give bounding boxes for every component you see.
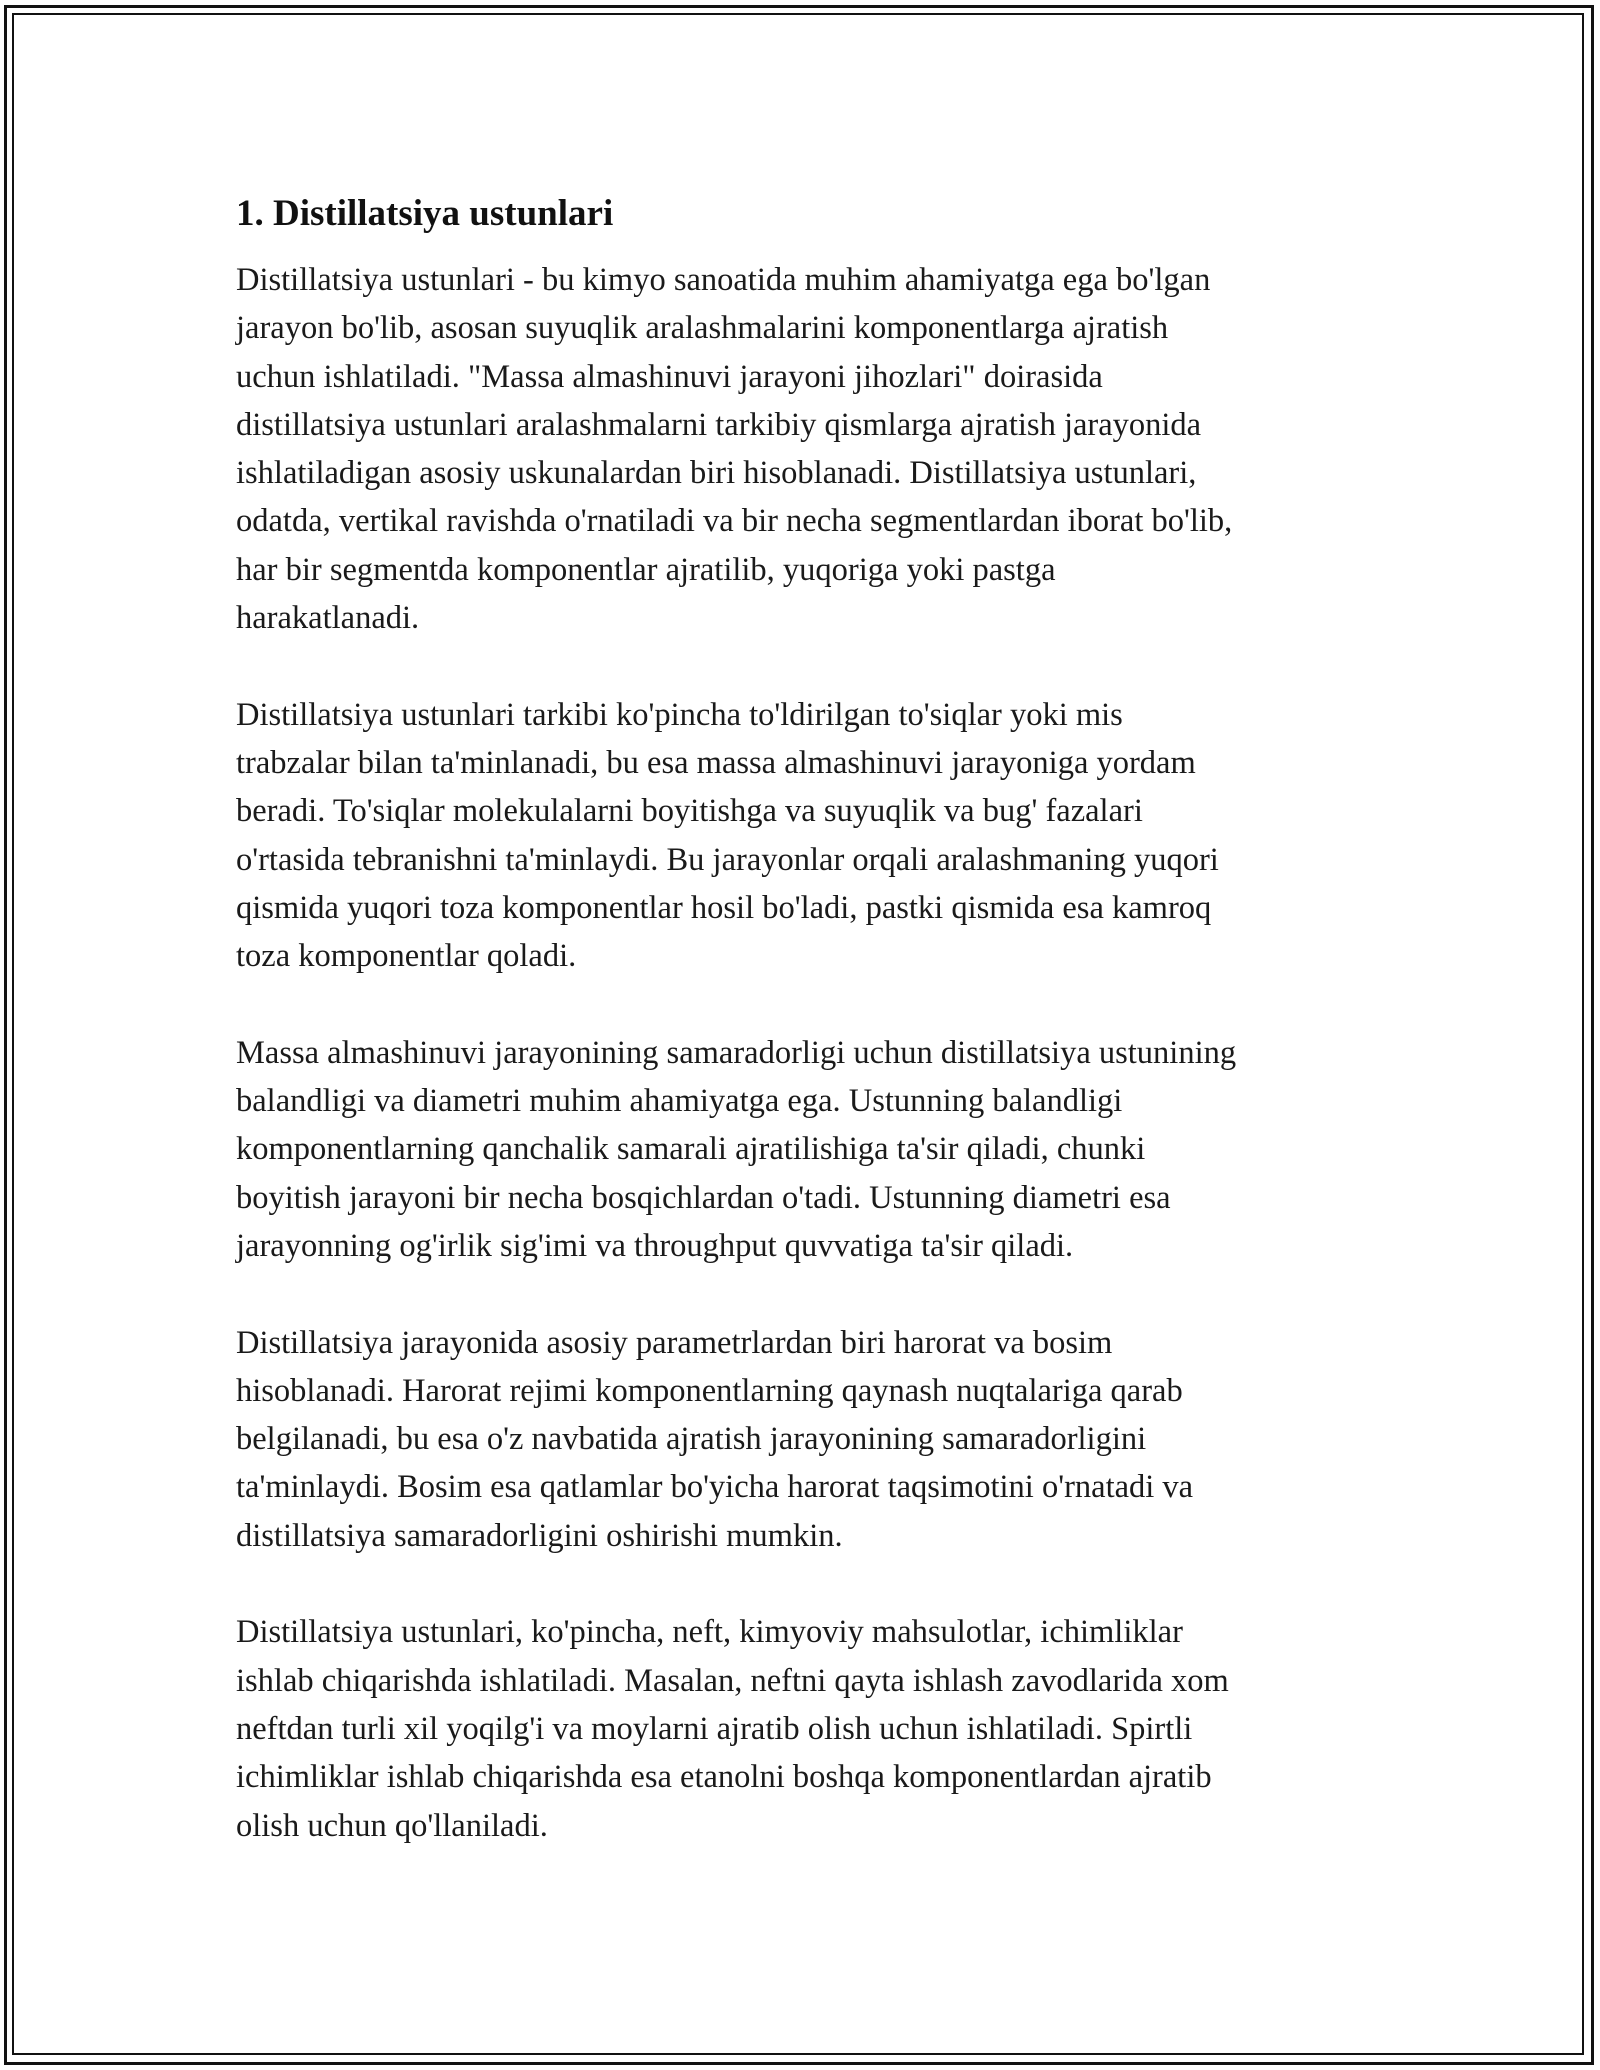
paragraph-1: Distillatsiya ustunlari - bu kimyo sanoatida muhim ahamiyatga ega bo'lgan jarayon bo'lib, asosan suyuqlik aralashmalarini komponentlarga ajratish uchun ishlatiladi. "Massa almashinuvi jarayoni jihozlari" doirasida distillatsiya ustunlari aralashmalarni tarkibiy qismlarga ajratish jarayonida ishlatiladigan asosiy uskunalardan biri hisoblanadi. Distillatsiya ustunlari, odatda, vertikal ravishda o'rnatiladi va bir necha segmentlardan iborat bo'lib, har bir segmentda komponentlar ajratilib, yuqoriga yoki pastga harakatlanadi. [236,262,1233,637]
paragraph-3: Massa almashinuvi jarayonining samaradorligi uchun distillatsiya ustunining balandligi va diametri muhim ahamiyatga ega. Ustunning balandligi komponentlarning qanchalik samarali ajratilishiga ta'sir qiladi, chunki boyitish jarayoni bir necha bosqichlardan o'tadi. Ustunning diametri esa jarayonning og'irlik sig'imi va throughput quvvatiga ta'sir qiladi. [236,1034,1237,1264]
section-heading: 1. Distillatsiya ustunlari [236,193,614,234]
paragraph-2: Distillatsiya ustunlari tarkibi ko'pincha to'ldirilgan to'siqlar yoki mis trabzalar bilan ta'minlanadi, bu esa massa almashinuvi jarayoniga yordam beradi. To'siqlar molekulalarni boyitishga va suyuqlik va bug' fazalari o'rtasida tebranishni ta'minlaydi. Bu jarayonlar orqali aralashmaning yuqori qismida yuqori toza komponentlar hosil bo'ladi, pastki qismida esa kamroq toza komponentlar qoladi. [236,696,1219,975]
paragraph-4: Distillatsiya jarayonida asosiy parametrlardan biri harorat va bosim hisoblanadi. Harorat rejimi komponentlarning qaynash nuqtalariga qarab belgilanadi, bu esa o'z navbatida ajratish jarayonining samaradorligini ta'minlaydi. Bosim esa qatlamlar bo'yicha harorat taqsimotini o'rnatadi va distillatsiya samaradorligini oshirishi mumkin. [236,1324,1194,1554]
document-body [236,188,1376,1898]
paragraph-5: Distillatsiya ustunlari, ko'pincha, neft, kimyoviy mahsulotlar, ichimliklar ishlab chiqarishda ishlatiladi. Masalan, neftni qayta ishlash zavodlarida xom neftdan turli xil yoqilg'i va moylarni ajratib olish uchun ishlatiladi. Spirtli ichimliklar ishlab chiqarishda esa etanolni boshqa komponentlardan ajratib olish uchun qo'llaniladi. [236,1614,1229,1844]
